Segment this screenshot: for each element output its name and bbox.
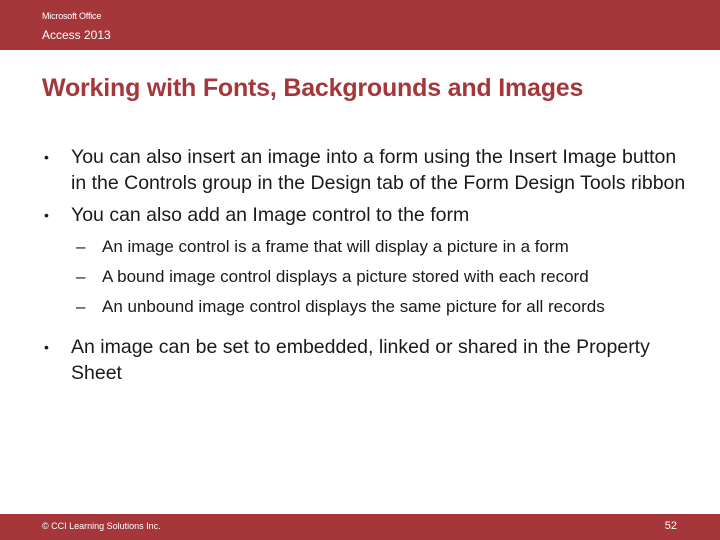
dash-icon: –	[76, 297, 86, 316]
bullet-item	[44, 334, 694, 386]
bullet-item	[44, 144, 694, 196]
bullet-icon: •	[44, 339, 49, 355]
sub-bullet-item	[44, 234, 694, 260]
bullet-icon: •	[44, 207, 49, 223]
page-number: 52	[664, 520, 677, 532]
sub-bullet-item	[44, 264, 694, 290]
footer-bar	[0, 514, 720, 540]
dash-icon: –	[76, 237, 86, 256]
sub-bullet-item	[44, 294, 694, 320]
bullet-icon: •	[44, 149, 49, 165]
header-bar	[0, 0, 720, 50]
dash-icon: –	[76, 267, 86, 286]
copyright-label: © CCI Learning Solutions Inc.	[42, 521, 161, 531]
bullet-text: You can also add an Image control to the form	[71, 204, 470, 226]
bullet-text: You can also insert an image into a form using the Insert Image button in the Controls group in the Design tab of the Form Design Tools ribbon	[71, 146, 686, 194]
brand-label: Microsoft Office	[42, 11, 102, 21]
sub-bullet-text: An unbound image control displays the same picture for all records	[102, 297, 605, 316]
sub-bullet-text: An image control is a frame that will display a picture in a form	[102, 237, 569, 256]
sub-bullet-text: A bound image control displays a picture stored with each record	[102, 267, 589, 286]
slide-title: Working with Fonts, Backgrounds and Images	[42, 74, 584, 102]
bullet-item	[44, 202, 694, 228]
bullet-text: An image can be set to embedded, linked or shared in the Property Sheet	[71, 336, 650, 384]
slide-content	[44, 144, 694, 386]
product-label: Access 2013	[42, 28, 111, 42]
